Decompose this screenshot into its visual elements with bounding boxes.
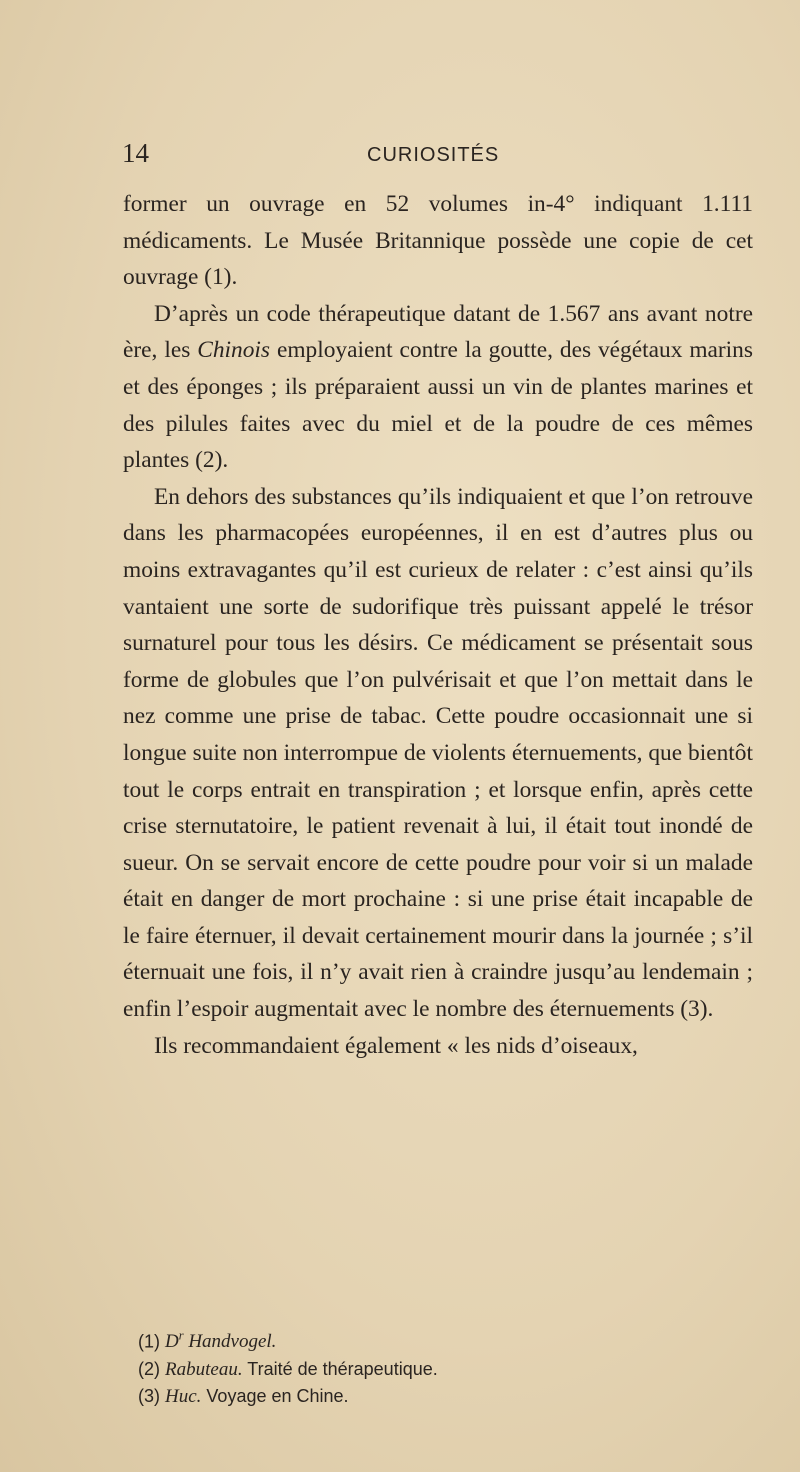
running-title: CURIOSITÉS xyxy=(367,144,500,166)
paragraph-1: former un ouvrage en 52 volumes in-4° indiquant 1.111 médicaments. Le Musée Britannique possède une copie de cet ouvrage (1). xyxy=(123,191,753,291)
footnote-author-name: D xyxy=(165,1331,179,1353)
paragraph-4: Ils recommandaient également « les nids d’oiseaux, xyxy=(154,1032,638,1059)
footnote-marker: (3) xyxy=(138,1386,160,1407)
footnote-author: Huc. xyxy=(165,1386,202,1408)
paragraph-2-emphasis: Chinois xyxy=(197,337,271,364)
page-header xyxy=(122,138,722,174)
footnote-marker: (2) xyxy=(138,1358,160,1379)
footnote-title: Voyage en Chine. xyxy=(201,1386,349,1407)
footnote-author-rest: Handvogel. xyxy=(183,1331,277,1353)
footnote-2 xyxy=(138,1356,738,1384)
page-number: 14 xyxy=(122,138,149,168)
footnote-author xyxy=(165,1331,276,1352)
paragraph-2-before: D’après un code thérapeutique datant de 1.567 ans avant notre ère, les xyxy=(123,300,753,364)
footnote-author-sup: r xyxy=(178,1329,184,1343)
footnote-author: Rabuteau. xyxy=(165,1358,243,1380)
paragraph-2 xyxy=(123,296,753,479)
footnote-title: Traité de thérapeutique. xyxy=(242,1358,438,1379)
footnote-3 xyxy=(138,1383,738,1411)
footnotes xyxy=(138,1323,738,1411)
paragraph-3: En dehors des substances qu’ils indiquaient et que l’on retrouve dans les pharmacopées européennes, il en est d’autres plus ou moins extravagantes qu’il est curieux de relater : c’est ainsi qu’ils vantaient une sorte de sudorifique très puissant appelé le trésor surnaturel pour tous les désirs. Ce médicament se présentait sous forme de globules que l’on pulvérisait et que l’on mettait dans le nez comme une prise de tabac. Cette poudre occasionnait une si longue suite non interrompue de violents éternuements, que bientôt tout le corps entrait en transpiration ; et lorsque enfin, après cette crise sternutatoire, le patient revenait à lui, il était tout inondé de sueur. On se servait encore de cette poudre pour voir si un malade était en danger de mort prochaine : si une prise était incapable de le faire éternuer, il devait certainement mourir dans la journée ; s’il éternuait une fois, il n’y avait rien à craindre jusqu’au lendemain ; enfin l’espoir augmentait avec le nombre des éternuements (3). xyxy=(123,483,753,1023)
footnote-1 xyxy=(138,1323,738,1356)
paragraph-2-after: employaient contre la goutte, des végétaux marins et des éponges ; ils préparaient aussi un vin de plantes marines et des pilules faites avec du miel et de la poudre de ces mêmes plantes (2). xyxy=(123,337,753,474)
footnote-marker: (1) xyxy=(138,1331,160,1352)
body-text xyxy=(123,186,753,1064)
